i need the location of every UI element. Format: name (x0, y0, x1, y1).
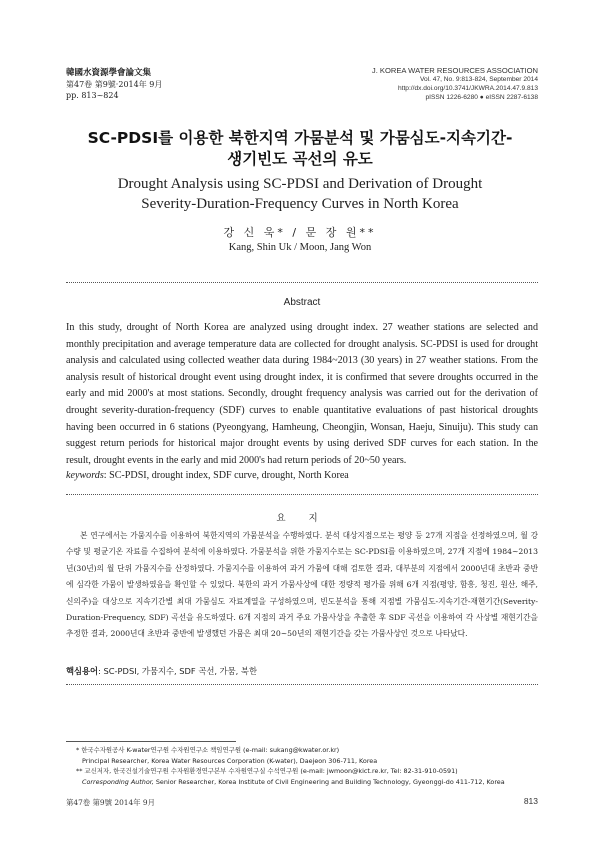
keywords-en (66, 470, 538, 481)
title-ko-line2: 생기빈도 곡선의 유도 (227, 150, 373, 168)
abstract-text: In this study, drought of North Korea are analyzed using drought index. 27 weather stations are selected and monthly precipitation and average temperature data are collected for drought analysis. SC-PDSI is used for drought analysis and calculated using collected weather data during 1984~2013 (30 years) in 27 weather stations. From the analysis result of historical drought event using drought index, it is confirmed that severe droughts occurred in the early and mid 2000's at most stations. Secondly, drought frequency analysis was carried out for the derivation of drought severity-duration-frequency (SDF) curves to enable quantitative evaluations of past historical droughts having been occurred in 6 stations (Pyeongyang, Hamheung, Cheongjin, Wonsan, Haeju, Sinuiju). This study can suggest return periods for historical major drought events by using derived SDF curves for each station. In the result, drought events in the early and mid 2000's had return periods of 20~50 years. (66, 322, 538, 466)
title-english (40, 174, 560, 214)
corresponding-author-label: Corresponding Author, (82, 777, 154, 786)
yoji-text: 본 연구에서는 가뭄지수를 이용하여 북한지역의 가뭄분석을 수행하였다. 분석 대상지점으로는 평양 등 27개 지점을 선정하였으며, 월 강수량 및 평균기온 자료를 수집하여 분석에 이용하였다. 가뭄분석을 위한 가뭄지수로는 SC-PDSI를 이용하였으며, 27개 지점에 1984~2013년(30년)의 월 단위 가뭄지수를 산정하였다. 가뭄지수를 이용하여 과거 가뭄에 대해 검토한 결과, 대부분의 지점에서 2000년대 초반과 중반에 심각한 가뭄이 발생하였음을 확인할 수 있었다. 북한의 과거 가뭄사상에 대한 정량적 평가를 위해 6개 지점(평양, 함흥, 청진, 원산, 해주, 신의주)을 대상으로 지속기간별 최대 가뭄심도 자료계열을 구성하였으며, 빈도분석을 통해 지점별 가뭄심도-지속기간-재현기간(Severity-Duration-Frequency, SDF) 곡선을 유도하였다. 6개 지점의 과거 주요 가뭄사상을 추출한 후 SDF 곡선을 이용하여 각 사상별 재현기간을 추정한 결과, 2000년대 초반과 중반에 발생했던 가뭄은 최대 20~50년의 재현기간을 갖는 가뭄사상인 것으로 나타났다. (66, 531, 538, 639)
keywords-ko-label: 핵심용어 (66, 666, 99, 676)
footnote-2-affiliation: Senior Researcher, Korea Institute of Civil Engineering and Building Technology, Gyeonggi-do 411-712, Korea (153, 777, 505, 786)
issn: pISSN 1226-6280 ● eISSN 2287-6138 (425, 94, 538, 101)
journal-name-ko: 韓國水資源學會論文集 (66, 68, 152, 78)
keywords-ko-list: : SC-PDSI, 가뭄지수, SDF 곡선, 가뭄, 북한 (98, 666, 257, 676)
doi-link[interactable]: http://dx.doi.org/10.3741/JKWRA.2014.47.9.813 (397, 85, 538, 92)
title-korean (40, 128, 560, 170)
footnote-rule (66, 741, 236, 742)
journal-header-left (66, 68, 162, 101)
volume-en: Vol. 47, No. 9:813-824, September 2014 (419, 76, 538, 83)
footnote-1-ko: * 한국수자원공사 K-water연구원 수자원연구소 책임연구원 (e-mail: sukang@kwater.or.kr) (76, 746, 340, 754)
footnotes (76, 745, 542, 787)
abstract-heading: Abstract (283, 297, 321, 308)
journal-header-right (372, 66, 538, 102)
keywords-label: keywords (66, 470, 104, 481)
journal-name-en: J. KOREA WATER RESOURCES ASSOCIATION (371, 66, 538, 75)
footnote-1-en: Principal Researcher, Korea Water Resources Corporation (K-water), Daejeon 306-711, Korea (82, 756, 378, 765)
title-en-line1: Drought Analysis using SC-PDSI and Derivation of Drought (117, 176, 483, 192)
authors-korean: 강 신 욱* / 문 장 원** (223, 226, 377, 239)
page-number: 813 (523, 796, 538, 806)
title-ko-line1: SC-PDSI를 이용한 북한지역 가뭄분석 및 가뭄심도-지속기간- (87, 129, 513, 147)
footnote-2-en (76, 777, 542, 788)
yoji-heading: 요 지 (276, 513, 328, 524)
title-en-line2: Severity-Duration-Frequency Curves in North Korea (141, 196, 459, 212)
volume-ko: 第47卷 第9號·2014年 9月 (66, 80, 163, 89)
footer-volume: 第47卷 第9號 2014年 9月 (66, 798, 156, 807)
keywords-list: : SC-PDSI, drought index, SDF curve, drought, North Korea (103, 470, 349, 481)
page-range: pp. 813~824 (66, 91, 119, 100)
footnote-2-ko: ** 교신저자, 한국건설기술연구원 수자원환경연구본부 수자원연구실 수석연구원 (e-mail: jwmoon@kict.re.kr, Tel: 82-31-910-0591) (76, 767, 458, 775)
divider-top (66, 282, 538, 283)
keywords-ko (66, 665, 538, 677)
divider-middle (66, 494, 538, 495)
divider-bottom (66, 684, 538, 685)
authors-english: Kang, Shin Uk / Moon, Jang Won (228, 242, 372, 253)
